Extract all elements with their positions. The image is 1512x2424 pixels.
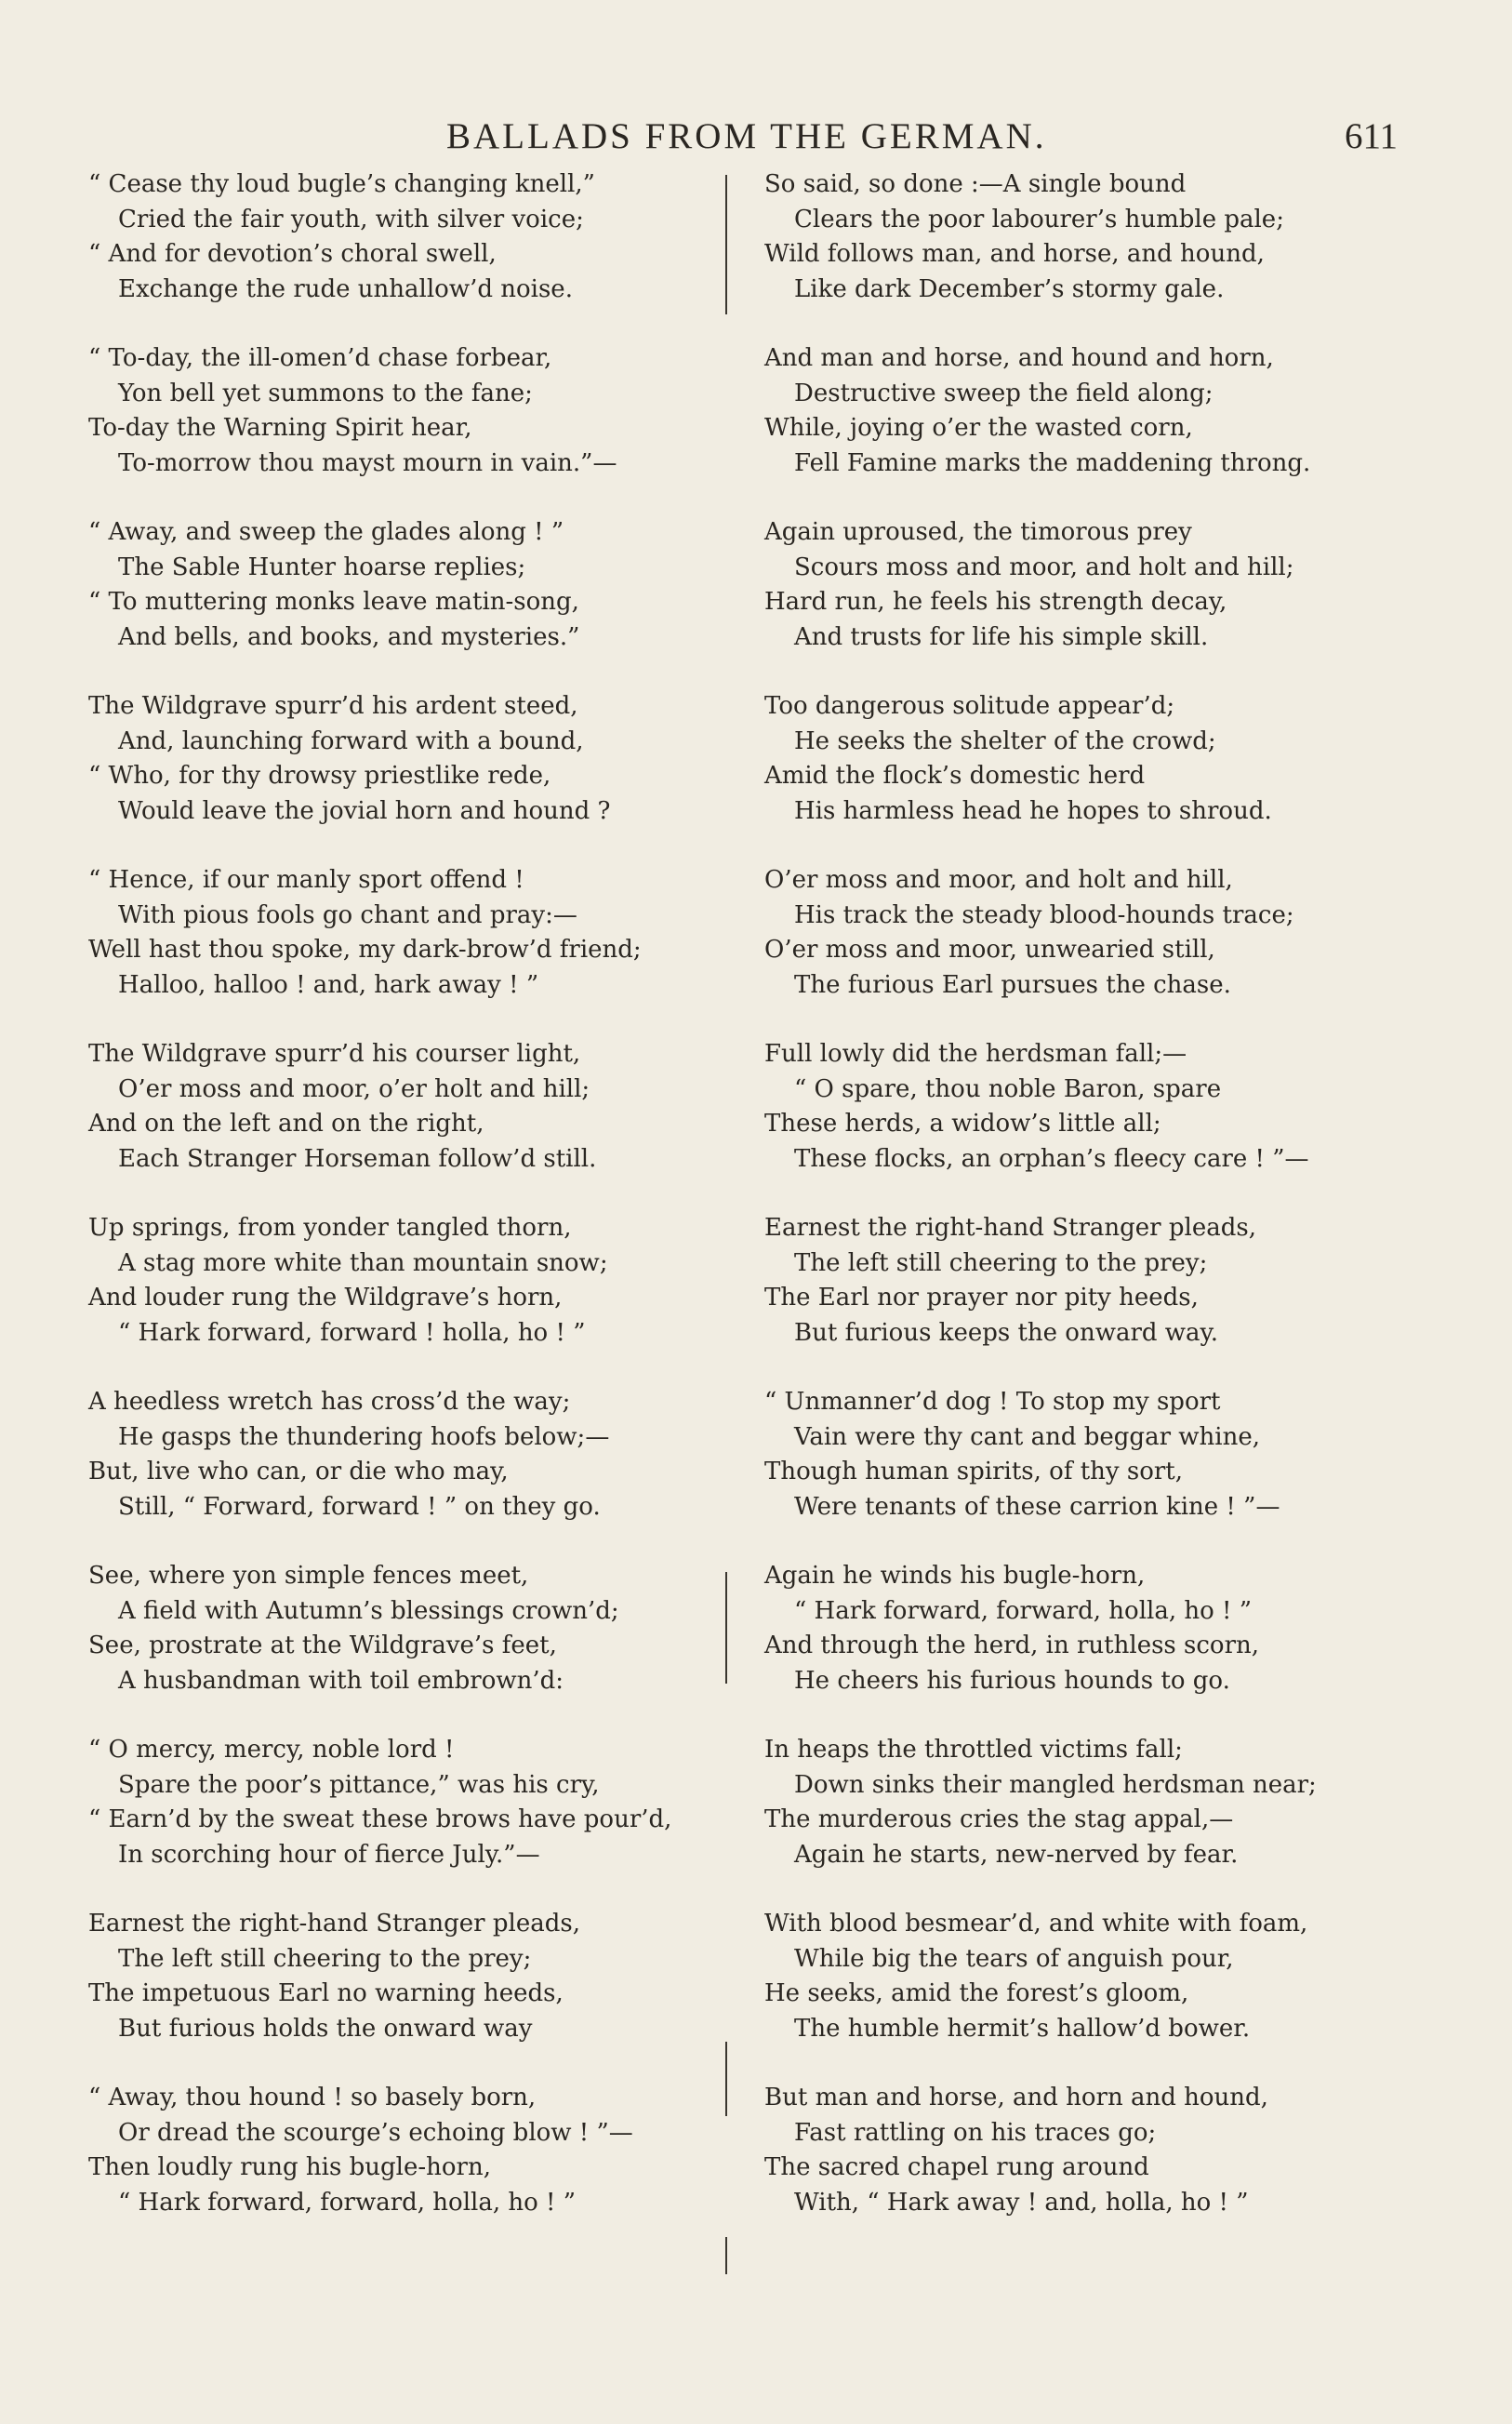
verse-line: “ O spare, thou noble Baron, spare [794, 1074, 1222, 1103]
verse-line: And trusts for life his simple skill. [794, 622, 1209, 651]
stanza [764, 341, 1425, 515]
stanza [764, 167, 1425, 341]
verse-line: He cheers his furious hounds to go. [794, 1666, 1230, 1695]
verse-line: And bells, and books, and mysteries.” [118, 622, 580, 651]
verse-line: “ Unmanner’d dog ! To stop my sport [764, 1388, 1221, 1416]
verse-line: To-morrow thou mayst mourn in vain.”— [118, 448, 617, 477]
verse-line: The murderous cries the stag appal,— [764, 1805, 1234, 1833]
verse-line: Wild follows man, and horse, and hound, [764, 240, 1265, 268]
verse-line: “ To muttering monks leave matin-song, [88, 588, 579, 616]
stanza [88, 1907, 721, 2081]
verse-line: “ Hence, if our manly sport offend ! [88, 866, 524, 894]
verse-line: O’er moss and moor, and holt and hill, [764, 866, 1233, 894]
verse-line: Still, “ Forward, forward ! ” on they go. [118, 1492, 601, 1521]
column-divider [725, 2042, 727, 2116]
verse-line: Again he starts, new-nerved by fear. [794, 1840, 1239, 1869]
verse-line: To-day the Warning Spirit hear, [88, 414, 472, 442]
verse-line: “ Cease thy loud bugle’s changing knell,” [88, 170, 595, 198]
verse-line: The Wildgrave spurr’d his ardent steed, [88, 692, 578, 720]
verse-line: But furious holds the onward way [118, 2014, 533, 2043]
stanza [764, 689, 1425, 863]
column-divider [725, 175, 727, 314]
verse-line: The impetuous Earl no warning heeds, [88, 1979, 564, 2007]
verse-line: The Sable Hunter hoarse replies; [118, 553, 526, 581]
verse-line: Spare the poor’s pittance,” was his cry, [118, 1770, 600, 1799]
stanza [88, 689, 721, 863]
verse-line: Hard run, he feels his strength decay, [764, 588, 1227, 616]
verse-line: The Earl nor prayer nor pity heeds, [764, 1284, 1199, 1312]
stanza [764, 863, 1425, 1037]
verse-line: The Wildgrave spurr’d his courser light, [88, 1040, 581, 1068]
verse-line: Fast rattling on his traces go; [794, 2118, 1157, 2147]
verse-line: And louder rung the Wildgrave’s horn, [88, 1284, 563, 1312]
verse-line: Halloo, halloo ! and, hark away ! ” [118, 970, 539, 999]
verse-line: “ Hark forward, forward, holla, ho ! ” [118, 2188, 577, 2217]
verse-line: He seeks the shelter of the crowd; [794, 726, 1216, 755]
stanza [88, 1733, 721, 1907]
column-divider [725, 1572, 727, 1684]
verse-line: And man and horse, and hound and horn, [764, 344, 1274, 372]
verse-line: Full lowly did the herdsman fall;— [764, 1040, 1187, 1068]
verse-line: So said, so done :—A single bound [764, 170, 1187, 198]
stanza [88, 1385, 721, 1559]
verse-line: Cried the fair youth, with silver voice; [118, 205, 584, 233]
verse-line: Amid the flock’s domestic herd [764, 762, 1146, 790]
verse-line: Earnest the right-hand Stranger pleads, [88, 1910, 580, 1938]
verse-line: See, where yon simple fences meet, [88, 1562, 529, 1590]
verse-line: He gasps the thundering hoofs below;— [118, 1422, 610, 1451]
verse-line: He seeks, amid the forest’s gloom, [764, 1979, 1189, 2007]
verse-line: With blood besmear’d, and white with foam, [764, 1910, 1308, 1938]
verse-line: His harmless head he hopes to shroud. [794, 796, 1272, 825]
verse-line: Again uproused, the timorous prey [764, 518, 1192, 546]
verse-line: Then loudly rung his bugle-horn, [88, 2153, 491, 2181]
verse-line: Vain were thy cant and beggar whine, [794, 1422, 1260, 1451]
stanza [764, 1907, 1425, 2081]
verse-line: Though human spirits, of thy sort, [764, 1458, 1183, 1485]
stanza [88, 341, 721, 515]
verse-line: Would leave the jovial horn and hound ? [118, 796, 611, 825]
verse-line: “ Hark forward, forward, holla, ho ! ” [794, 1596, 1253, 1625]
verse-line: “ Who, for thy drowsy priestlike rede, [88, 762, 551, 790]
left-column [88, 167, 721, 2255]
verse-line: Down sinks their mangled herdsman near; [794, 1770, 1317, 1799]
verse-line: “ Away, and sweep the glades along ! ” [88, 518, 564, 546]
verse-line: “ Hark forward, forward ! holla, ho ! ” [118, 1318, 586, 1347]
verse-line: Clears the poor labourer’s humble pale; [794, 205, 1284, 233]
verse-line: But, live who can, or die who may, [88, 1458, 509, 1485]
verse-line: And on the left and on the right, [88, 1110, 484, 1138]
verse-line: See, prostrate at the Wildgrave’s feet, [88, 1632, 557, 1659]
verse-line: O’er moss and moor, o’er holt and hill; [118, 1074, 590, 1103]
verse-line: A husbandman with toil embrown’d: [118, 1666, 564, 1695]
verse-line: Yon bell yet summons to the fane; [118, 379, 533, 407]
verse-line: And, launching forward with a bound, [118, 726, 584, 755]
verse-line: Fell Famine marks the maddening throng. [794, 448, 1311, 477]
verse-line: The left still cheering to the prey; [118, 1944, 532, 1973]
verse-line: A field with Autumn’s blessings crown’d; [118, 1596, 619, 1625]
verse-line: Each Stranger Horseman follow’d still. [118, 1144, 597, 1173]
verse-line: Scours moss and moor, and holt and hill; [794, 553, 1294, 581]
verse-line: Well hast thou spoke, my dark-brow’d friend; [88, 936, 642, 964]
verse-line: “ Away, thou hound ! so basely born, [88, 2084, 537, 2111]
stanza [88, 167, 721, 341]
page-header [0, 115, 1512, 162]
verse-line: With pious fools go chant and pray:— [118, 900, 577, 929]
verse-line: The furious Earl pursues the chase. [794, 970, 1231, 999]
right-column [764, 167, 1425, 2255]
stanza [88, 1037, 721, 1211]
verse-line: Like dark December’s stormy gale. [794, 274, 1225, 303]
verse-line: With, “ Hark away ! and, holla, ho ! ” [794, 2188, 1249, 2217]
verse-line: These flocks, an orphan’s fleecy care ! ”— [794, 1144, 1309, 1173]
verse-line: Exchange the rude unhallow’d noise. [118, 274, 573, 303]
verse-line: “ Earn’d by the sweat these brows have pour’d, [88, 1805, 672, 1833]
stanza [764, 1385, 1425, 1559]
verse-line: His track the steady blood-hounds trace; [794, 900, 1294, 929]
verse-line: “ O mercy, mercy, noble lord ! [88, 1736, 455, 1764]
stanza [764, 1733, 1425, 1907]
verse-line: Were tenants of these carrion kine ! ”— [794, 1492, 1280, 1521]
verse-line: Or dread the scourge’s echoing blow ! ”— [118, 2118, 633, 2147]
verse-line: But man and horse, and horn and hound, [764, 2084, 1268, 2111]
verse-line: A stag more white than mountain snow; [118, 1248, 608, 1277]
page-number: 611 [1345, 116, 1399, 156]
column-divider [725, 2237, 727, 2274]
verse-line: Again he winds his bugle-horn, [764, 1562, 1146, 1590]
verse-line: In scorching hour of fierce July.”— [118, 1840, 540, 1869]
verse-line: While big the tears of anguish pour, [794, 1944, 1234, 1973]
verse-line: In heaps the throttled victims fall; [764, 1736, 1183, 1764]
verse-line: A heedless wretch has cross’d the way; [88, 1388, 571, 1416]
verse-line: Too dangerous solitude appear’d; [764, 692, 1175, 720]
verse-line: These herds, a widow’s little all; [764, 1110, 1161, 1138]
stanza [764, 1559, 1425, 1733]
stanza [88, 863, 721, 1037]
stanza [88, 1559, 721, 1733]
stanza [764, 2081, 1425, 2255]
verse-line: “ And for devotion’s choral swell, [88, 240, 497, 268]
stanza [88, 2081, 721, 2255]
verse-line: Earnest the right-hand Stranger pleads, [764, 1214, 1256, 1242]
verse-line: The left still cheering to the prey; [794, 1248, 1208, 1277]
verse-line: While, joying o’er the wasted corn, [764, 414, 1193, 442]
verse-line: Destructive sweep the field along; [794, 379, 1214, 407]
stanza [764, 1037, 1425, 1211]
verse-line: The humble hermit’s hallow’d bower. [794, 2014, 1251, 2043]
verse-line: “ To-day, the ill-omen’d chase forbear, [88, 344, 552, 372]
stanza [88, 515, 721, 689]
stanza [764, 1211, 1425, 1385]
verse-line: But furious keeps the onward way. [794, 1318, 1219, 1347]
verse-line: And through the herd, in ruthless scorn, [764, 1632, 1260, 1659]
verse-line: O’er moss and moor, unwearied still, [764, 936, 1215, 964]
stanza [764, 515, 1425, 689]
stanza [88, 1211, 721, 1385]
verse-line: The sacred chapel rung around [764, 2153, 1149, 2181]
running-title: BALLADS FROM THE GERMAN. [446, 116, 1047, 156]
verse-line: Up springs, from yonder tangled thorn, [88, 1214, 572, 1242]
